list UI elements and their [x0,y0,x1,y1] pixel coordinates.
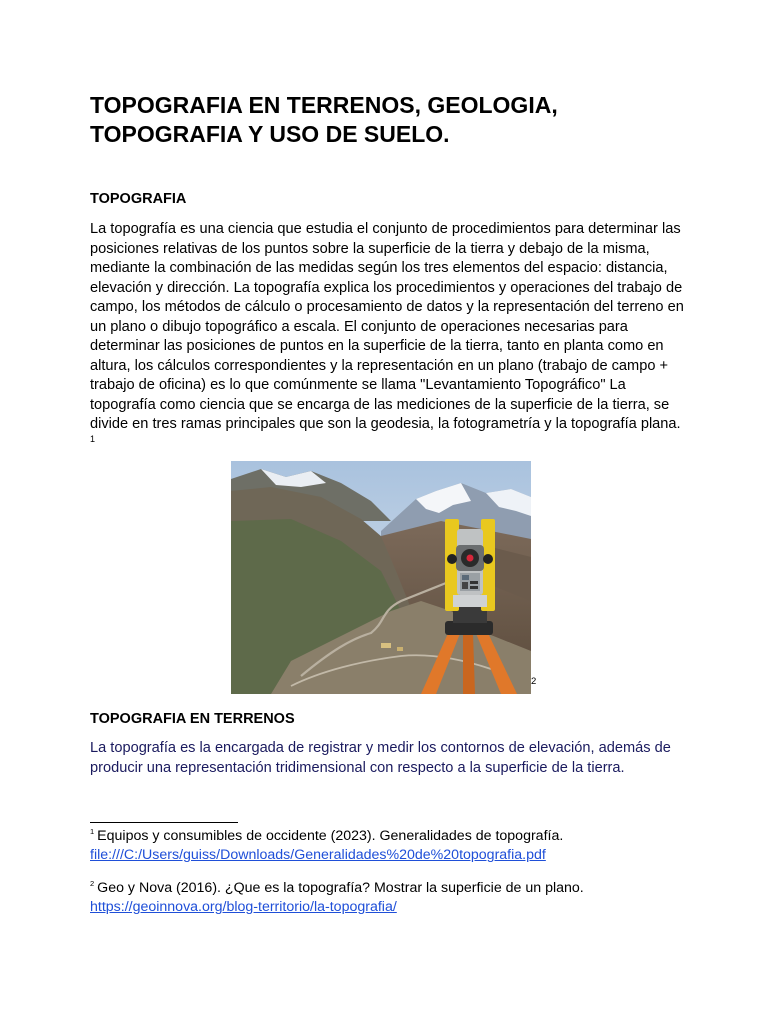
section-heading-topografia-en-terrenos: TOPOGRAFIA EN TERRENOS [90,711,295,727]
document-title [90,91,690,149]
footnote-2 [90,879,690,917]
footnote-text: Geo y Nova (2016). ¿Que es la topografía? Mostrar la superficie de un plano. [97,880,584,896]
section-paragraph-terrenos: La topografía es la encargada de registrar y medir los contornos de elevación, además de producir una representación tridimensional con respecto a la superficie de la tierra. [90,740,671,776]
paragraph-text: La topografía es una ciencia que estudia el conjunto de procedimientos para determinar las posiciones relativas de los puntos sobre la superficie de la tierra y debajo de la misma, mediante la combinación de las medidas según los tres elementos del espacio: distancia, elevación y dirección. La topografía explica los procedimientos y operaciones del trabajo de campo, los métodos de cálculo o procesamiento de datos y la representación del terreno en un plano o dibujo topográfico a escala. El conjunto de operaciones necesarias para determinar las posiciones de puntos en la superficie de la tierra, tanto en planta como en altura, los cálculos correspondientes y la representación en un plano (trabajo de campo + trabajo de oficina) es lo que comúnmente se llama "Levantamiento Topográfico" La topografía como ciencia que se encarga de las mediciones de la superficie de la tierra, se divide en tres ramas principales que son la geodesia, la fotogrametría y la topografía plana. [90,221,684,432]
footnote-1 [90,827,690,865]
title-line-1: TOPOGRAFIA EN TERRENOS, GEOLOGIA, [90,92,558,118]
footnote-text: Equipos y consumibles de occidente (2023). Generalidades de topografía. [97,828,564,844]
footnote-number: 1 [90,827,95,837]
footnote-ref-1[interactable]: 1 [90,433,96,444]
section-paragraph-topografia [90,220,685,454]
footnote-number: 2 [90,879,95,889]
footnote-ref-2[interactable]: 2 [531,676,537,687]
footnote-separator [90,822,238,823]
footnote-link[interactable]: file:///C:/Users/guiss/Downloads/Generalidades%20de%20topografia.pdf [90,847,546,863]
section-heading-topografia: TOPOGRAFIA [90,191,187,207]
footnote-link[interactable]: https://geoinnova.org/blog-territorio/la-topografia/ [90,899,397,915]
title-line-2: TOPOGRAFIA Y USO DE SUELO. [90,121,450,147]
total-station-photo [231,461,531,694]
